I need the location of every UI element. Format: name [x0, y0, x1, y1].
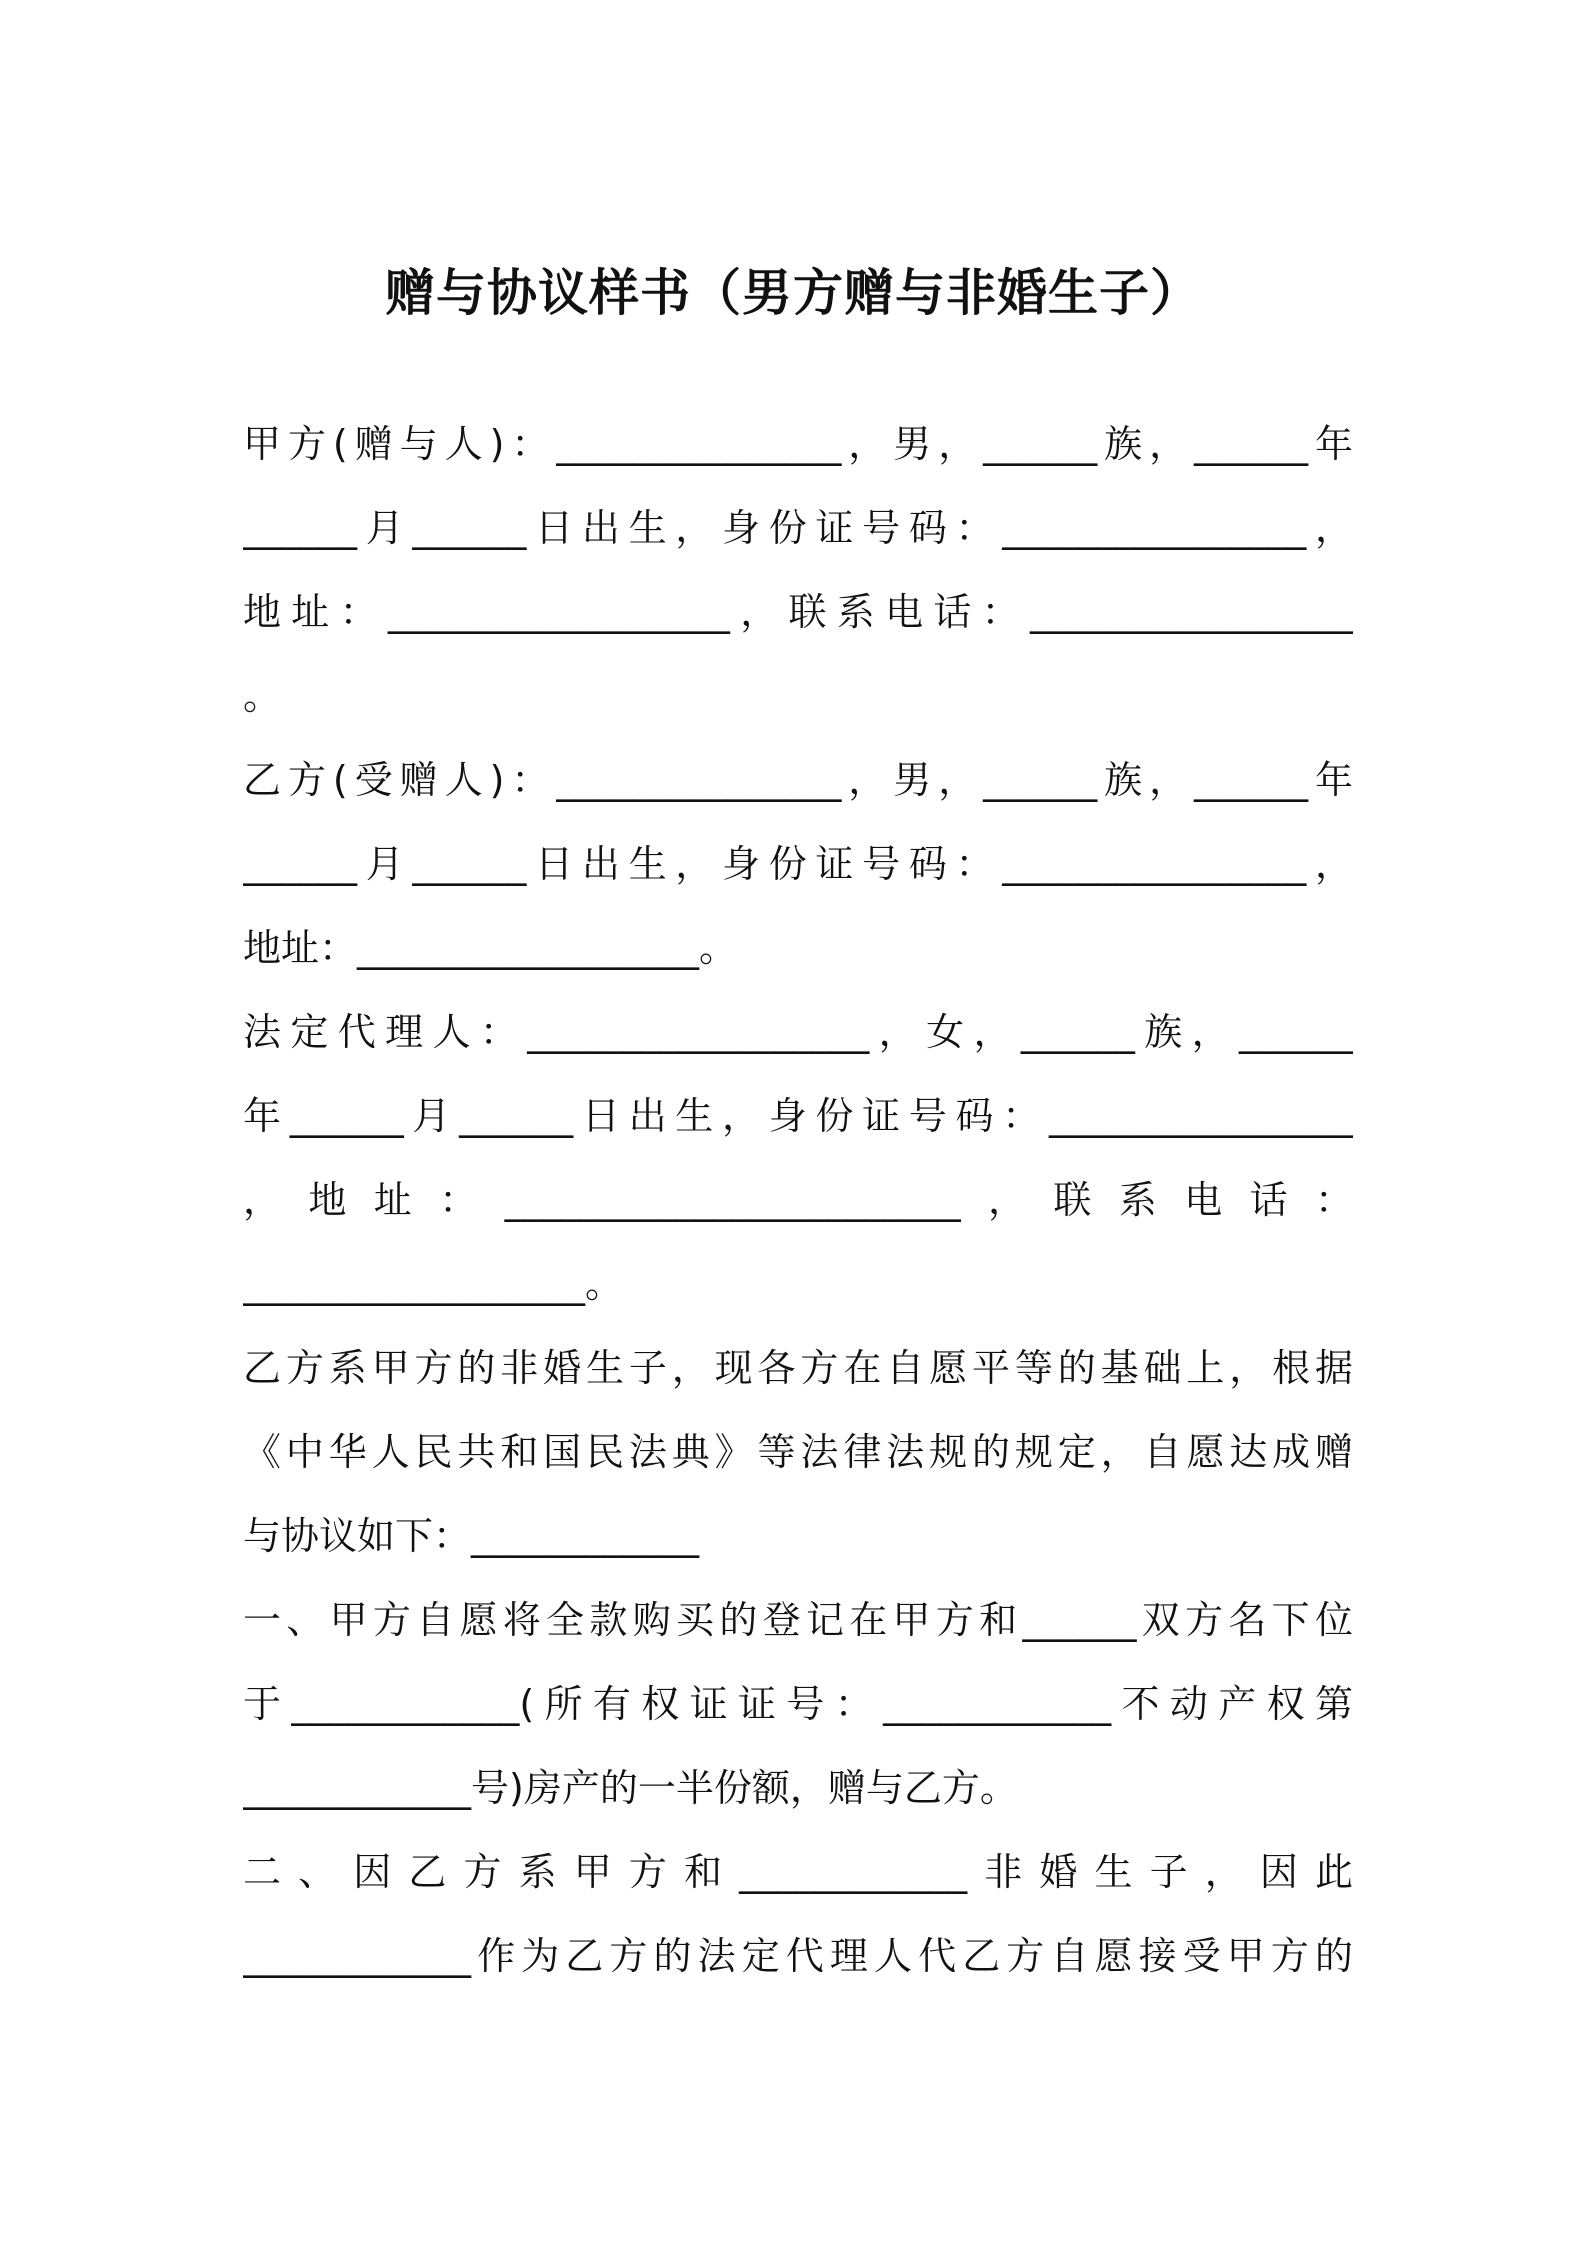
- preamble-line-3: 与协议如下：____________: [243, 1514, 700, 1558]
- clause-1-line-1: 一、甲方自愿将全款购买的登记在甲方和______双方名下位: [243, 1598, 1353, 1642]
- clause-1-line-2: 于____________(所有权证证号：____________不动产权第: [243, 1682, 1353, 1726]
- preamble-line-1: 乙方系甲方的非婚生子，现各方在自愿平等的基础上，根据: [243, 1346, 1353, 1390]
- clause-1-line-3: ____________号)房产的一半份额，赠与乙方。: [243, 1766, 1018, 1810]
- guardian-line-4: __________________。: [243, 1262, 624, 1306]
- guardian-line-3: ，地址：________________________，联系电话：: [243, 1178, 1353, 1222]
- document-title: 赠与协议样书（男方赠与非婚生子）: [385, 264, 1201, 322]
- party-a-line-1: 甲方(赠与人)：_______________，男，______族，______年: [243, 422, 1353, 466]
- party-a-line-3: 地址：__________________，联系电话：_________________: [243, 590, 1353, 634]
- guardian-line-2: 年______月______日出生，身份证号码：________________: [243, 1094, 1353, 1138]
- party-a-line-4: 。: [243, 674, 282, 718]
- guardian-line-1: 法定代理人：__________________，女，______族，______: [243, 1010, 1353, 1054]
- preamble-line-2: 《中华人民共和国民法典》等法律法规的规定，自愿达成赠: [243, 1430, 1353, 1474]
- party-a-line-2: ______月______日出生，身份证号码：________________，: [243, 506, 1353, 550]
- clause-2-line-2: ____________作为乙方的法定代理人代乙方自愿接受甲方的: [243, 1934, 1353, 1978]
- party-b-line-2: ______月______日出生，身份证号码：________________，: [243, 842, 1353, 886]
- party-b-line-3: 地址：__________________。: [243, 926, 738, 970]
- clause-2-line-1: 二、因乙方系甲方和____________非婚生子，因此: [243, 1850, 1353, 1894]
- party-b-line-1: 乙方(受赠人)：_______________，男，______族，______年: [243, 758, 1353, 802]
